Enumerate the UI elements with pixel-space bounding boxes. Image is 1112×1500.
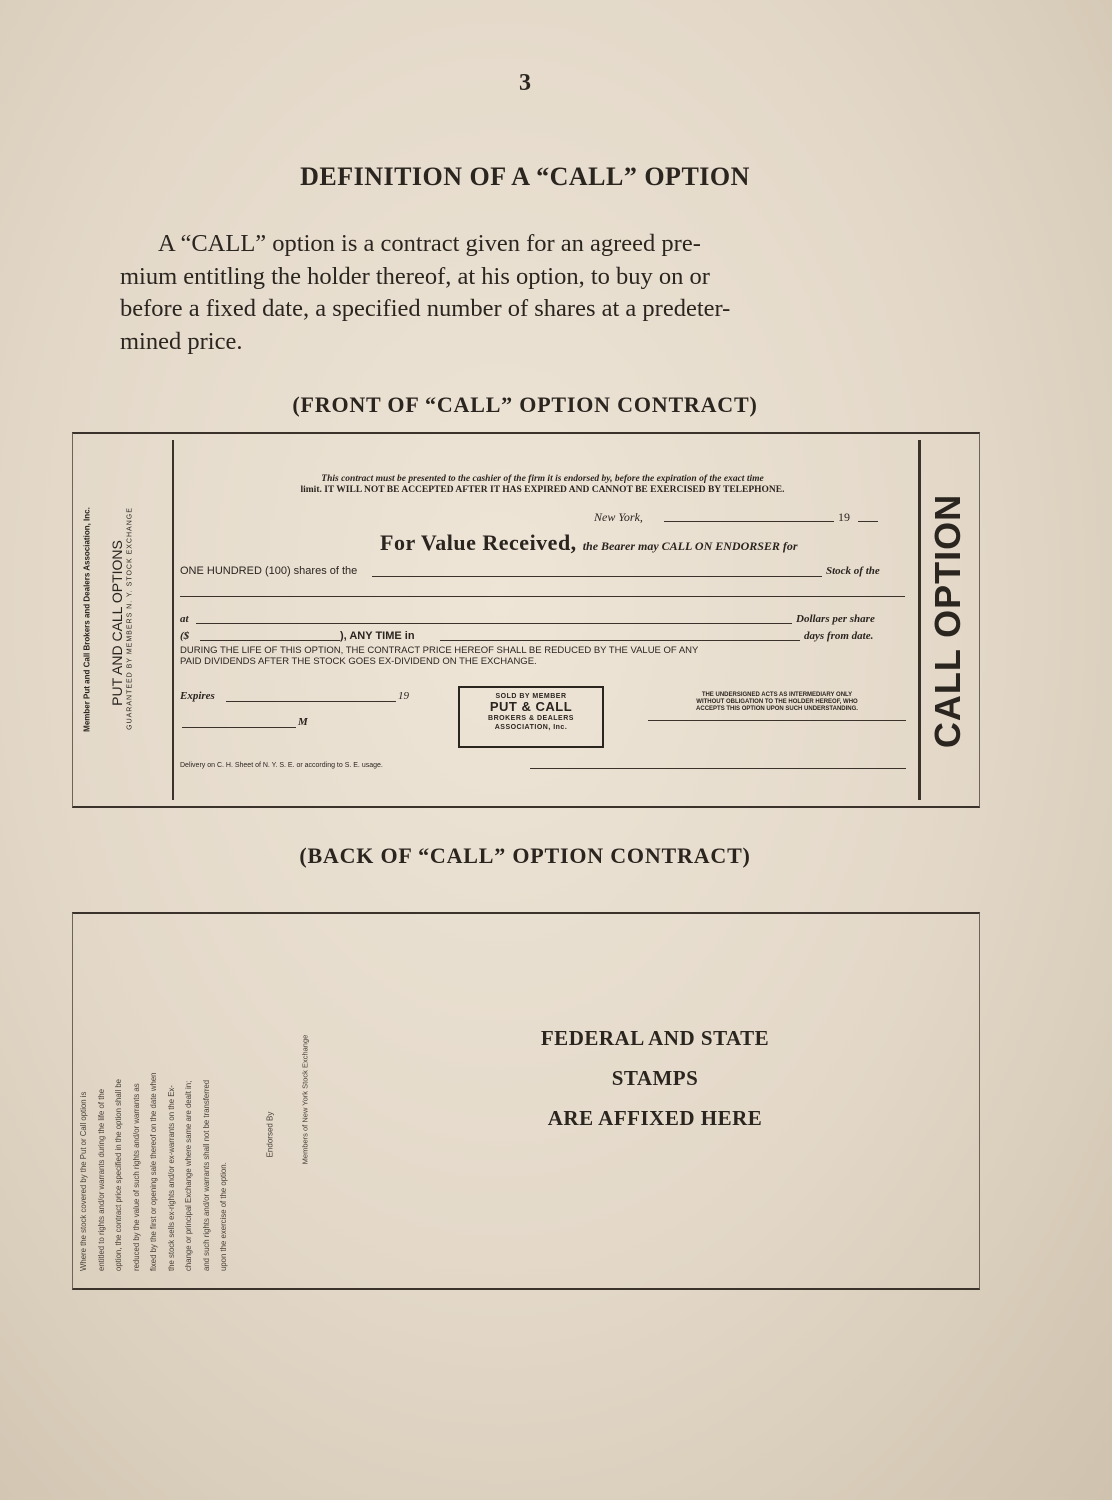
- member-association-badge: [458, 686, 604, 748]
- delivery-blank-line: [530, 768, 906, 769]
- days-blank-line: [440, 640, 800, 641]
- presentation-notice: [180, 474, 905, 496]
- new-york-label: New York,: [594, 510, 643, 524]
- clause-line: fixed by the first or opening sale thereof on the date when: [149, 1072, 158, 1271]
- badge-line: SOLD BY MEMBER: [495, 693, 567, 700]
- stamps-notice: [495, 1018, 815, 1138]
- days-from-date-label: days from date.: [804, 630, 874, 642]
- intro-line: mined price.: [120, 327, 243, 355]
- members-nyse-label: Members of New York Stock Exchange: [300, 1034, 310, 1165]
- value-received-heading: For Value Received,: [380, 530, 577, 555]
- call-option-vertical-label: CALL OPTION: [927, 493, 968, 749]
- expires-year-prefix: 19: [398, 690, 409, 702]
- disclaimer-line: ACCEPTS THIS OPTION UPON SUCH UNDERSTANDING.: [696, 706, 858, 712]
- endorsed-by-label: Endorsed By: [265, 1111, 275, 1158]
- back-caption: (BACK OF “CALL” OPTION CONTRACT): [299, 843, 751, 868]
- dollar-blank-line: [200, 640, 340, 641]
- right-divider: [918, 440, 921, 800]
- dividend-clause-line: PAID DIVIDENDS AFTER THE STOCK GOES EX-DIVIDEND ON THE EXCHANGE.: [180, 656, 537, 667]
- intro-paragraph: [120, 228, 960, 358]
- stamps-line: ARE AFFIXED HERE: [547, 1106, 763, 1130]
- value-received-line: [380, 530, 798, 556]
- stub-guarantee-text: GUARANTEED BY MEMBERS N. Y. STOCK EXCHANGE: [126, 507, 134, 730]
- shares-text: ONE HUNDRED (100) shares of the: [180, 565, 358, 577]
- bearer-text: the Bearer may CALL ON ENDORSER for: [582, 539, 798, 553]
- clause-line: reduced by the value of such rights and/or warrants as: [131, 1083, 141, 1271]
- delivery-terms: Delivery on C. H. Sheet of N. Y. S. E. or according to S. E. usage.: [180, 762, 383, 769]
- year-blank-line: [858, 521, 878, 522]
- clause-line: change or principal Exchange where same are dealt in;: [184, 1080, 193, 1271]
- dollars-per-share-label: Dollars per share: [796, 613, 875, 625]
- stamps-line: FEDERAL AND STATE: [540, 1026, 770, 1050]
- intro-line: A “CALL” option is a contract given for an agreed pre-: [158, 230, 701, 257]
- disclaimer-line: WITHOUT OBLIGATION TO THE HOLDER HEREOF, WHO: [696, 699, 858, 705]
- notice-line: limit. IT WILL NOT BE ACCEPTED AFTER IT HAS EXPIRED AND CANNOT BE EXERCISED BY TELEPHONE.: [300, 485, 785, 495]
- clause-line: option, the contract price specified in the option shall be: [114, 1078, 123, 1271]
- at-label: at: [180, 613, 189, 625]
- stub-association-text: Member Put and Call Brokers and Dealers Association, Inc.: [82, 507, 92, 732]
- intro-line: mium entitling the holder thereof, at his option, to buy on or: [120, 262, 710, 290]
- stock-blank-line: [372, 576, 822, 577]
- dividend-clause-line: DURING THE LIFE OF THIS OPTION, THE CONTRACT PRICE HEREOF SHALL BE REDUCED BY THE VALUE OF ANY: [180, 645, 699, 656]
- expires-blank-line: [226, 701, 396, 702]
- stub-divider: [172, 440, 174, 800]
- year-prefix: 19: [838, 510, 850, 524]
- signature-blank-line: [648, 720, 906, 721]
- section-heading: DEFINITION OF A “CALL” OPTION: [300, 162, 750, 191]
- clause-line: entitled to rights and/or warrants during the life of the: [96, 1088, 106, 1271]
- any-time-label: ), ANY TIME in: [340, 630, 415, 642]
- badge-line: ASSOCIATION, Inc.: [494, 724, 568, 731]
- stock-of-the-label: Stock of the: [826, 565, 880, 577]
- disclaimer-line: THE UNDERSIGNED ACTS AS INTERMEDIARY ONLY: [701, 692, 853, 698]
- front-caption: (FRONT OF “CALL” OPTION CONTRACT): [292, 392, 758, 417]
- clause-line: and such rights and/or warrants shall not be transferred: [201, 1079, 211, 1271]
- company-blank-line: [180, 596, 905, 597]
- stamps-line: STAMPS: [611, 1066, 699, 1090]
- intro-line: before a fixed date, a specified number of shares at a predeter-: [120, 295, 731, 322]
- notice-line: This contract must be presented to the cashier of the firm it is endorsed by, before the expiration of the exact time: [321, 474, 764, 484]
- stub-put-and-call-title: PUT AND CALL OPTIONS: [109, 540, 125, 706]
- expires-label: Expires: [180, 690, 215, 702]
- date-blank-line: [664, 521, 834, 522]
- expires-time-blank-line: [182, 727, 296, 728]
- clause-line: Where the stock covered by the Put or Call option is: [79, 1091, 88, 1271]
- intermediary-disclaimer: [648, 692, 906, 713]
- clause-line: the stock sells ex-rights and/or ex-warrants on the Ex-: [166, 1085, 176, 1271]
- dividend-clause: [180, 645, 905, 667]
- expires-meridiem-label: M: [298, 716, 308, 728]
- price-blank-line: [196, 623, 792, 624]
- badge-line: PUT & CALL: [489, 699, 573, 714]
- clause-line: upon the exercise of the option.: [219, 1162, 228, 1271]
- page-number: 3: [519, 70, 531, 96]
- rights-warrants-clause: [75, 961, 228, 1271]
- dollar-paren-label: ($: [180, 630, 190, 642]
- badge-line: BROKERS & DEALERS: [488, 715, 574, 722]
